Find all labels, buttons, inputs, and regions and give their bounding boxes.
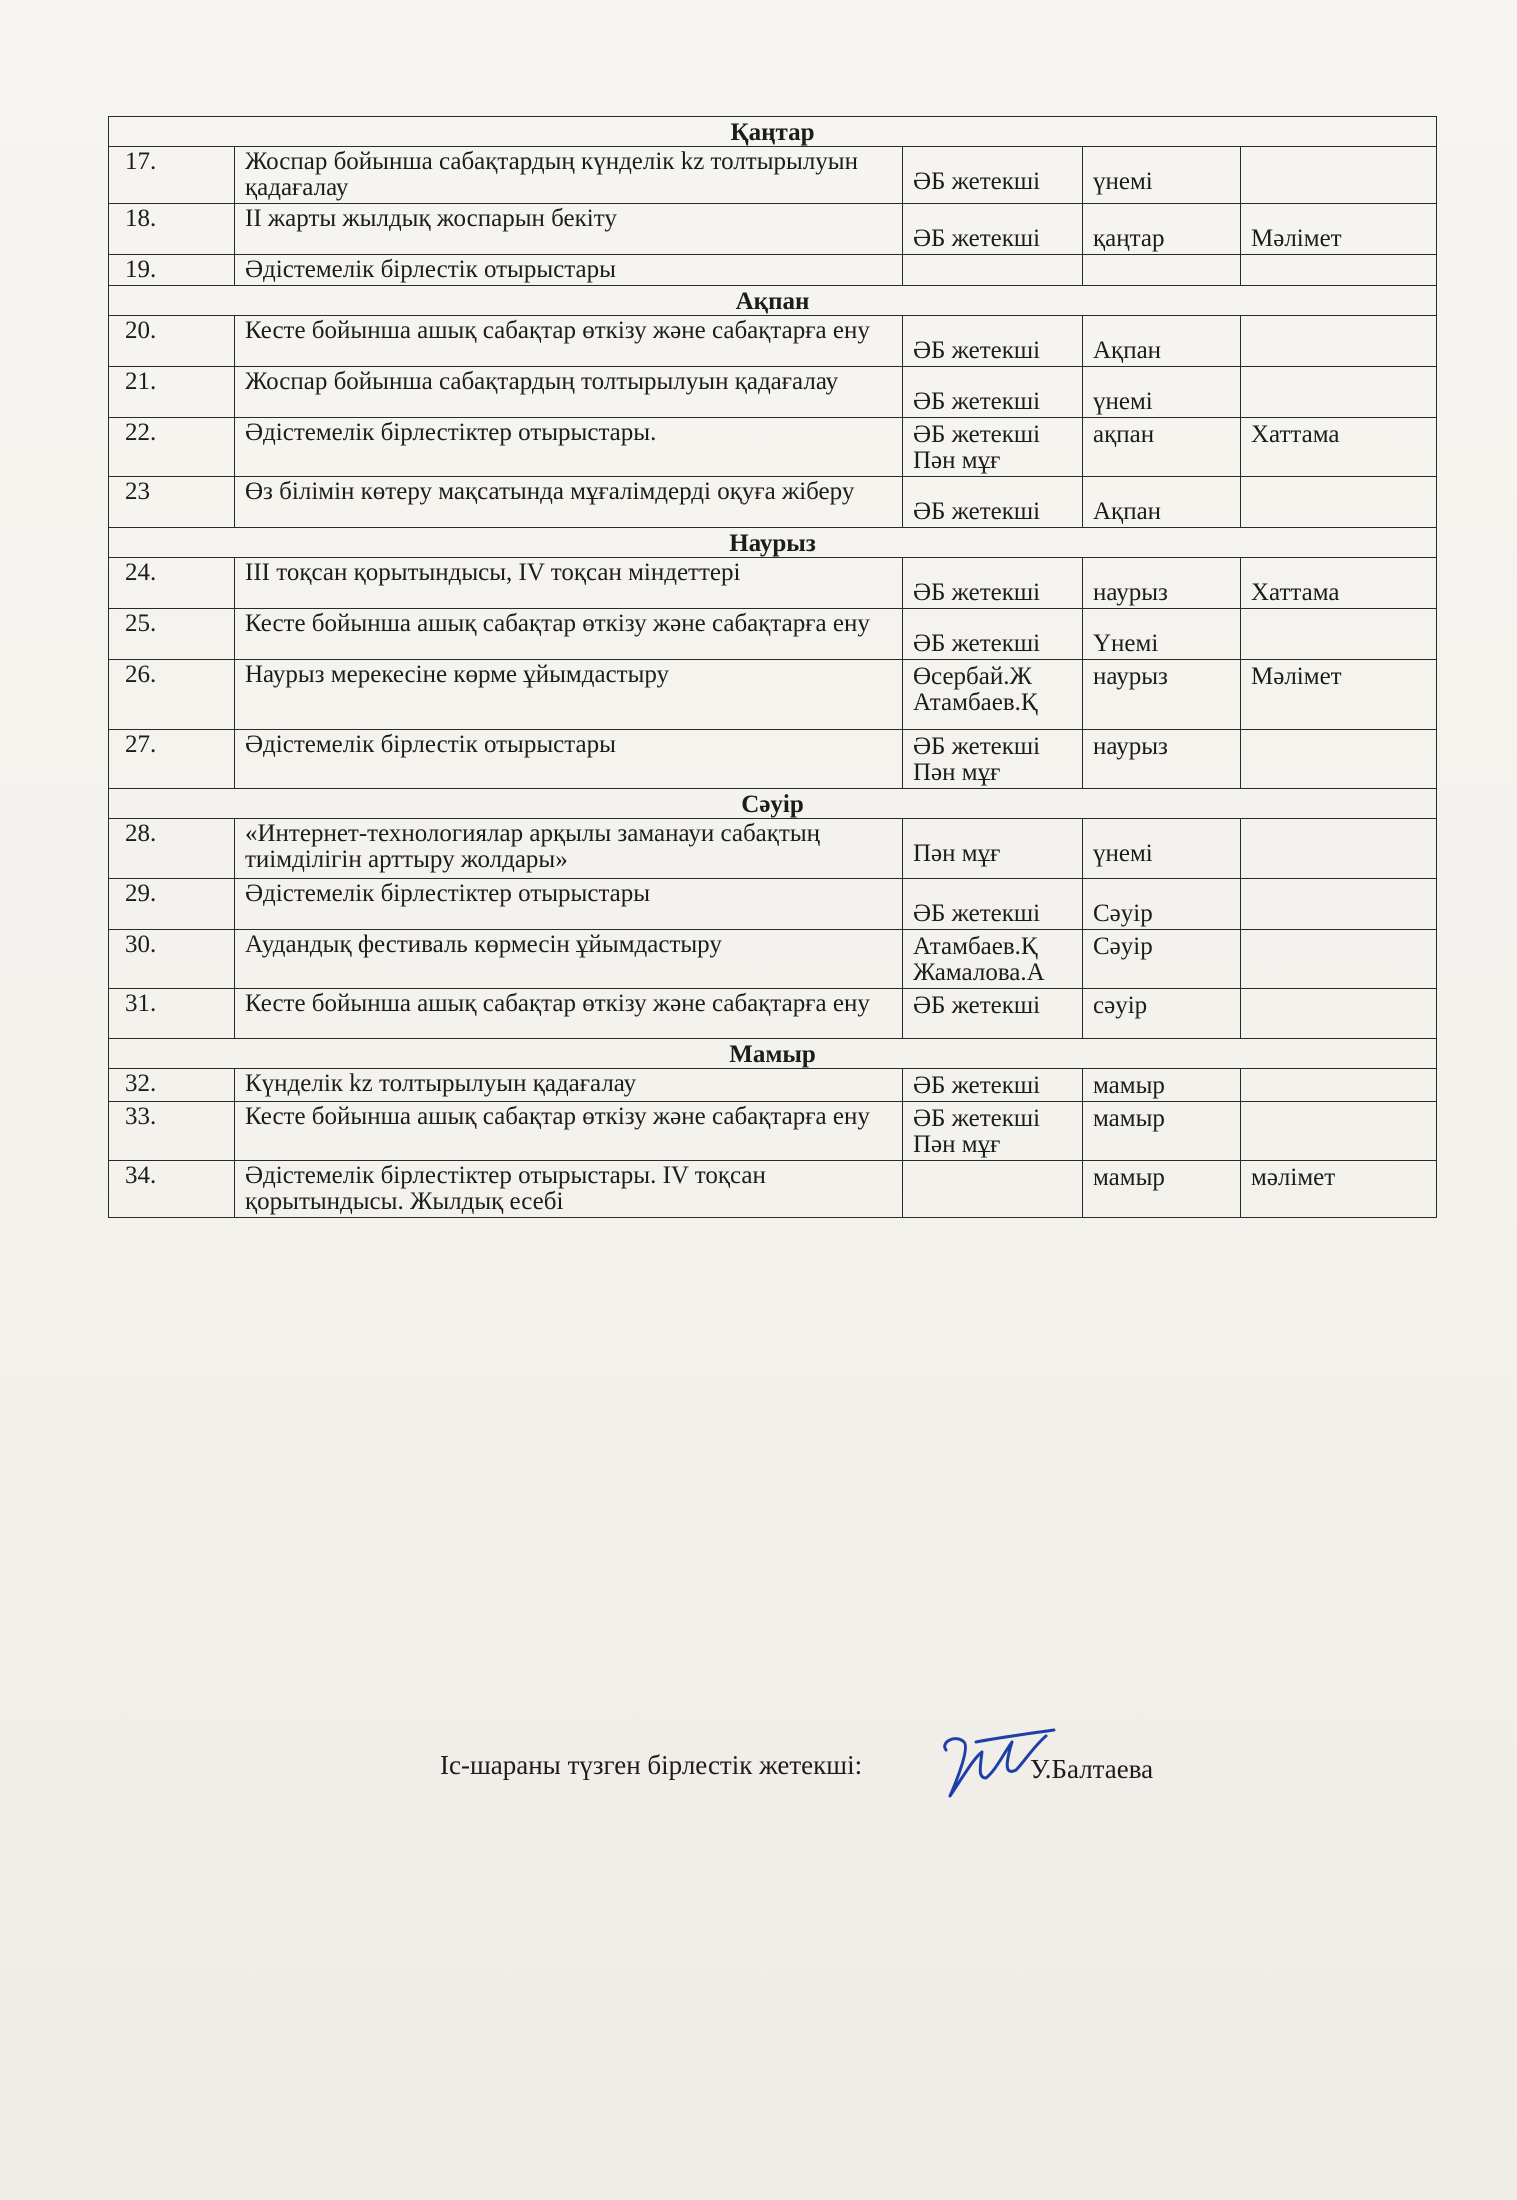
responsible-cell: ӘБ жетекші bbox=[903, 147, 1083, 204]
table-row bbox=[109, 609, 1437, 660]
result-cell: мәлімет bbox=[1241, 1161, 1437, 1218]
table-row bbox=[109, 930, 1437, 989]
responsible-cell bbox=[903, 1161, 1083, 1218]
month-title: Ақпан bbox=[109, 286, 1437, 316]
result-cell bbox=[1241, 255, 1437, 286]
footer-name: У.Балтаева bbox=[1030, 1754, 1154, 1784]
result-cell: Мәлімет bbox=[1241, 204, 1437, 255]
responsible-cell-line: ӘБ жетекші bbox=[913, 421, 1041, 448]
responsible-cell bbox=[903, 660, 1083, 730]
responsible-cell-line: Өсербай.Ж bbox=[913, 663, 1032, 690]
row-number: 24. bbox=[109, 558, 235, 609]
deadline-cell: қаңтар bbox=[1083, 204, 1241, 255]
deadline-cell: Сәуір bbox=[1083, 930, 1241, 989]
result-cell bbox=[1241, 819, 1437, 879]
responsible-cell-line: Пән мұғ bbox=[913, 759, 1001, 786]
responsible-cell: ӘБ жетекші bbox=[903, 1069, 1083, 1102]
table-row bbox=[109, 316, 1437, 367]
result-cell: Мәлімет bbox=[1241, 660, 1437, 730]
task-cell: Кесте бойынша ашық сабақтар өткізу және сабақтарға ену bbox=[235, 609, 903, 660]
row-number: 20. bbox=[109, 316, 235, 367]
task-cell: Аудандық фестиваль көрмесін ұйымдастыру bbox=[235, 930, 903, 989]
row-number: 31. bbox=[109, 989, 235, 1039]
responsible-cell: ӘБ жетекші bbox=[903, 477, 1083, 528]
task-cell: Әдістемелік бірлестіктер отырыстары bbox=[235, 879, 903, 930]
responsible-cell: ӘБ жетекші bbox=[903, 316, 1083, 367]
result-cell bbox=[1241, 879, 1437, 930]
table-row bbox=[109, 418, 1437, 477]
row-number: 17. bbox=[109, 147, 235, 204]
row-number: 29. bbox=[109, 879, 235, 930]
table-row bbox=[109, 255, 1437, 286]
result-cell bbox=[1241, 609, 1437, 660]
table-row bbox=[109, 1102, 1437, 1161]
task-cell: «Интернет-технологиялар арқылы заманауи сабақтың тиімділігін арттыру жолдары» bbox=[235, 819, 903, 879]
deadline-cell: Ақпан bbox=[1083, 316, 1241, 367]
month-title: Қаңтар bbox=[109, 117, 1437, 147]
deadline-cell: Үнемі bbox=[1083, 609, 1241, 660]
deadline-cell: Ақпан bbox=[1083, 477, 1241, 528]
month-header-row bbox=[109, 286, 1437, 316]
month-title: Сәуір bbox=[109, 789, 1437, 819]
table-row bbox=[109, 204, 1437, 255]
task-cell: Әдістемелік бірлестіктер отырыстары. bbox=[235, 418, 903, 477]
month-header-row bbox=[109, 117, 1437, 147]
responsible-cell bbox=[903, 930, 1083, 989]
task-cell: ІІІ тоқсан қорытындысы, ІV тоқсан міндеттері bbox=[235, 558, 903, 609]
table-row bbox=[109, 1161, 1437, 1218]
responsible-cell bbox=[903, 418, 1083, 477]
row-number: 18. bbox=[109, 204, 235, 255]
task-cell: Наурыз мерекесіне көрме ұйымдастыру bbox=[235, 660, 903, 730]
deadline-cell: үнемі bbox=[1083, 147, 1241, 204]
task-cell: Жоспар бойынша сабақтардың толтырылуын қадағалау bbox=[235, 367, 903, 418]
month-header-row bbox=[109, 528, 1437, 558]
deadline-cell: үнемі bbox=[1083, 367, 1241, 418]
row-number: 26. bbox=[109, 660, 235, 730]
responsible-cell: ӘБ жетекші bbox=[903, 558, 1083, 609]
deadline-cell: Сәуір bbox=[1083, 879, 1241, 930]
result-cell: Хаттама bbox=[1241, 418, 1437, 477]
responsible-cell-line: ӘБ жетекші bbox=[913, 1105, 1041, 1132]
table-row bbox=[109, 147, 1437, 204]
responsible-cell-line: Пән мұғ bbox=[913, 447, 1001, 474]
task-cell: ІІ жарты жылдық жоспарын бекіту bbox=[235, 204, 903, 255]
result-cell bbox=[1241, 930, 1437, 989]
signature-footer bbox=[440, 1740, 1300, 1800]
task-cell: Күнделік kz толтырылуын қадағалау bbox=[235, 1069, 903, 1102]
result-cell bbox=[1241, 730, 1437, 789]
row-number: 27. bbox=[109, 730, 235, 789]
footer-label: Іс-шараны түзген бірлестік жетекші: bbox=[440, 1750, 863, 1780]
result-cell: Хаттама bbox=[1241, 558, 1437, 609]
deadline-cell: мамыр bbox=[1083, 1102, 1241, 1161]
responsible-cell bbox=[903, 730, 1083, 789]
work-plan-body bbox=[109, 117, 1437, 1218]
responsible-cell: ӘБ жетекші bbox=[903, 609, 1083, 660]
responsible-cell-line: Атамбаев.Қ bbox=[913, 933, 1038, 960]
month-header-row bbox=[109, 789, 1437, 819]
responsible-cell: ӘБ жетекші bbox=[903, 204, 1083, 255]
result-cell bbox=[1241, 367, 1437, 418]
result-cell bbox=[1241, 477, 1437, 528]
task-cell: Кесте бойынша ашық сабақтар өткізу және сабақтарға ену bbox=[235, 989, 903, 1039]
deadline-cell: ақпан bbox=[1083, 418, 1241, 477]
responsible-cell: Пән мұғ bbox=[903, 819, 1083, 879]
table-row bbox=[109, 558, 1437, 609]
result-cell bbox=[1241, 989, 1437, 1039]
task-cell: Жоспар бойынша сабақтардың күнделік kz толтырылуын қадағалау bbox=[235, 147, 903, 204]
month-header-row bbox=[109, 1039, 1437, 1069]
deadline-cell: мамыр bbox=[1083, 1069, 1241, 1102]
task-cell: Әдістемелік бірлестік отырыстары bbox=[235, 255, 903, 286]
result-cell bbox=[1241, 316, 1437, 367]
task-cell: Өз білімін көтеру мақсатында мұғалімдерді оқуға жіберу bbox=[235, 477, 903, 528]
deadline-cell: наурыз bbox=[1083, 730, 1241, 789]
responsible-cell: ӘБ жетекші bbox=[903, 367, 1083, 418]
table-row bbox=[109, 1069, 1437, 1102]
row-number: 28. bbox=[109, 819, 235, 879]
row-number: 34. bbox=[109, 1161, 235, 1218]
row-number: 33. bbox=[109, 1102, 235, 1161]
table-row bbox=[109, 367, 1437, 418]
month-title: Мамыр bbox=[109, 1039, 1437, 1069]
row-number: 22. bbox=[109, 418, 235, 477]
row-number: 21. bbox=[109, 367, 235, 418]
result-cell bbox=[1241, 147, 1437, 204]
responsible-cell-line: Атамбаев.Қ bbox=[913, 689, 1038, 716]
responsible-cell-line: Пән мұғ bbox=[913, 1131, 1001, 1158]
row-number: 19. bbox=[109, 255, 235, 286]
responsible-cell: ӘБ жетекші bbox=[903, 879, 1083, 930]
row-number: 23 bbox=[109, 477, 235, 528]
table-row bbox=[109, 879, 1437, 930]
table-row bbox=[109, 989, 1437, 1039]
month-title: Наурыз bbox=[109, 528, 1437, 558]
table-row bbox=[109, 477, 1437, 528]
work-plan-table bbox=[108, 116, 1437, 1218]
row-number: 32. bbox=[109, 1069, 235, 1102]
row-number: 25. bbox=[109, 609, 235, 660]
table-row bbox=[109, 660, 1437, 730]
deadline-cell: наурыз bbox=[1083, 660, 1241, 730]
deadline-cell: наурыз bbox=[1083, 558, 1241, 609]
row-number: 30. bbox=[109, 930, 235, 989]
deadline-cell: сәуір bbox=[1083, 989, 1241, 1039]
responsible-cell bbox=[903, 255, 1083, 286]
table-row bbox=[109, 819, 1437, 879]
responsible-cell bbox=[903, 1102, 1083, 1161]
responsible-cell: ӘБ жетекші bbox=[903, 989, 1083, 1039]
result-cell bbox=[1241, 1102, 1437, 1161]
task-cell: Әдістемелік бірлестік отырыстары bbox=[235, 730, 903, 789]
responsible-cell-line: ӘБ жетекші bbox=[913, 733, 1041, 760]
task-cell: Кесте бойынша ашық сабақтар өткізу және сабақтарға ену bbox=[235, 316, 903, 367]
deadline-cell: мамыр bbox=[1083, 1161, 1241, 1218]
table-row bbox=[109, 730, 1437, 789]
result-cell bbox=[1241, 1069, 1437, 1102]
task-cell: Әдістемелік бірлестіктер отырыстары. ІV тоқсан қорытындысы. Жылдық есебі bbox=[235, 1161, 903, 1218]
deadline-cell bbox=[1083, 255, 1241, 286]
task-cell: Кесте бойынша ашық сабақтар өткізу және сабақтарға ену bbox=[235, 1102, 903, 1161]
responsible-cell-line: Жамалова.А bbox=[913, 959, 1045, 986]
deadline-cell: үнемі bbox=[1083, 819, 1241, 879]
